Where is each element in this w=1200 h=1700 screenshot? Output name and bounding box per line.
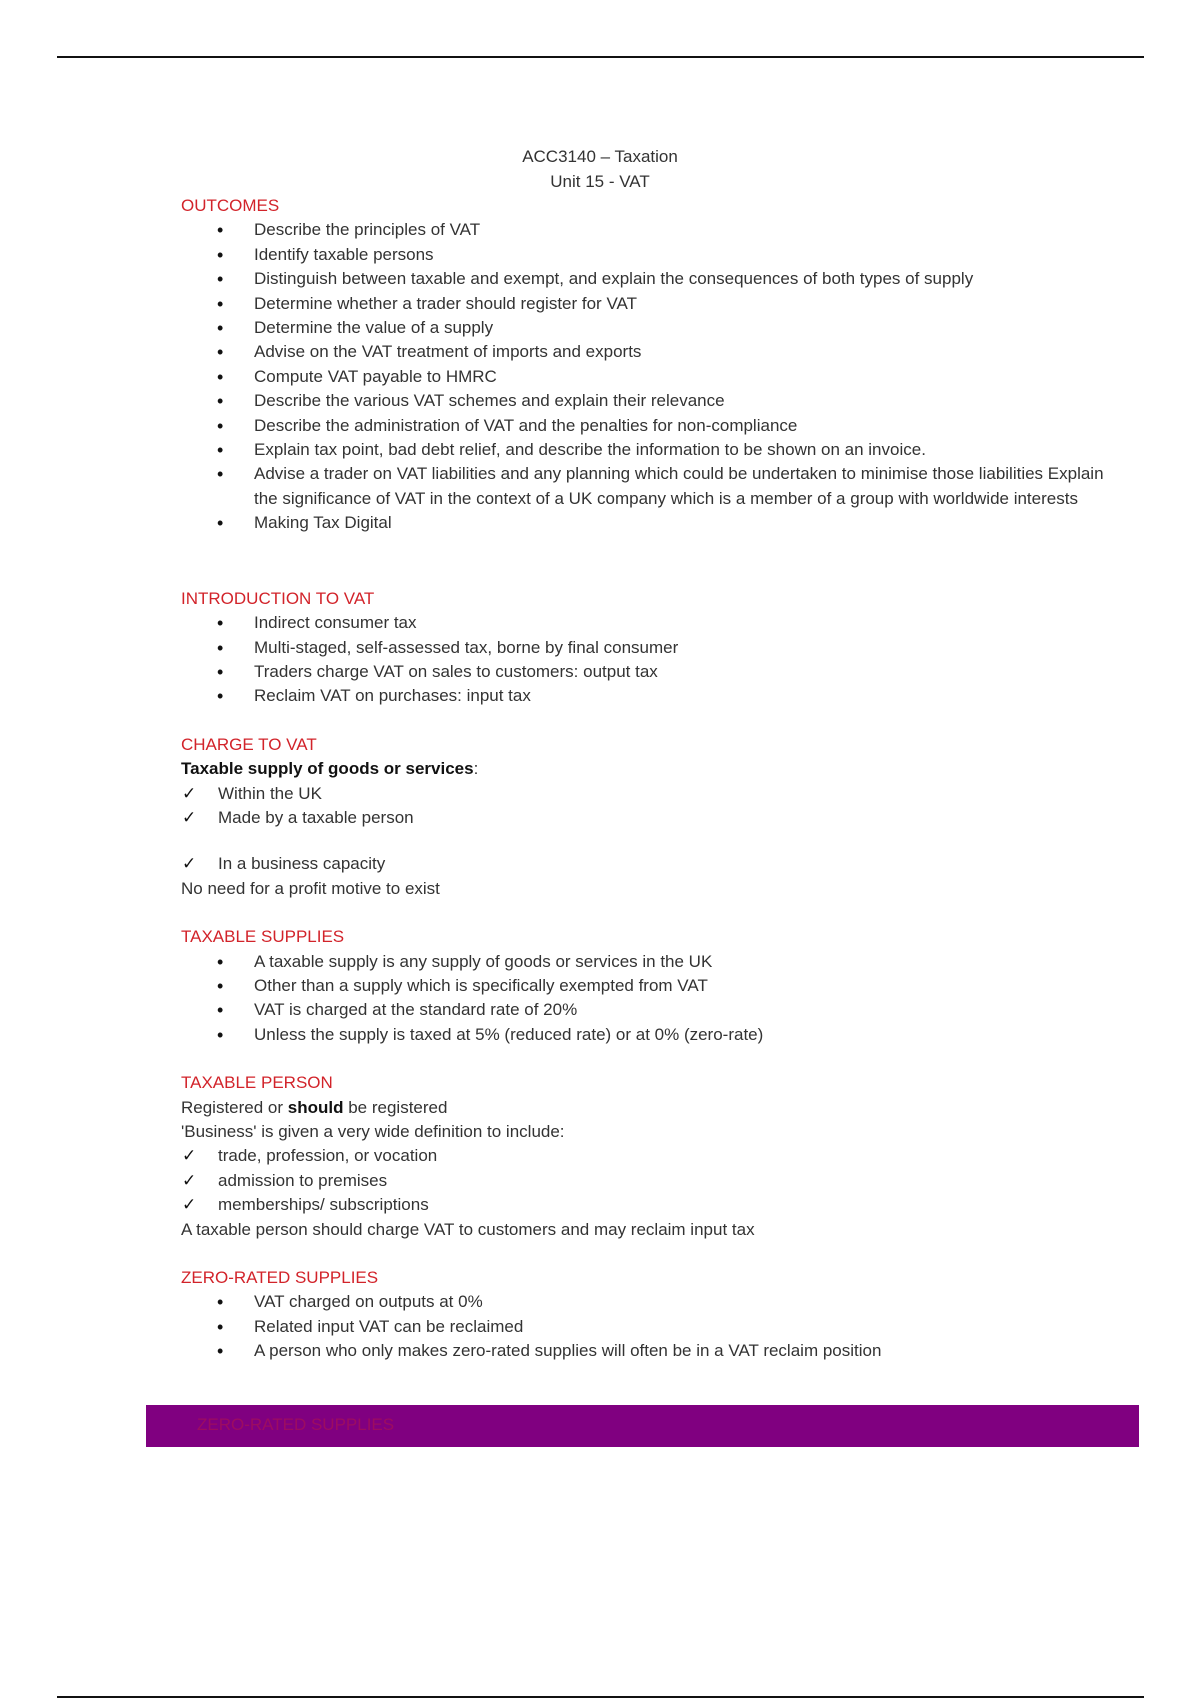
check-item xyxy=(181,782,1111,806)
person-line-1-bold: should xyxy=(287,1097,344,1117)
checkmark-icon: ✓ xyxy=(182,783,197,803)
charge-checklist-b xyxy=(181,852,1111,876)
check-item-label: Within the UK xyxy=(218,783,322,803)
list-item: • Describe the various VAT schemes and explain their relevance xyxy=(181,389,1111,413)
intro-heading: INTRODUCTION TO VAT xyxy=(181,588,375,608)
list-item: • Determine whether a trader should register for VAT xyxy=(181,292,1111,316)
person-line-3: A taxable person should charge VAT to customers and may reclaim input tax xyxy=(181,1219,755,1239)
person-line-1-b: be registered xyxy=(343,1097,448,1117)
list-item: • Other than a supply which is specifically exempted from VAT xyxy=(181,974,1111,998)
charge-lead-rest: : xyxy=(473,759,479,779)
charge-lead-bold: Taxable supply of goods or services xyxy=(181,759,474,779)
document-title xyxy=(0,144,1200,194)
unit-title: Unit 15 - VAT xyxy=(550,172,650,191)
zero-heading: ZERO-RATED SUPPLIES xyxy=(181,1268,379,1288)
check-item-label: trade, profession, or vocation xyxy=(218,1146,438,1166)
list-item: • VAT is charged at the standard rate of 20% xyxy=(181,998,1111,1022)
list-item: • Related input VAT can be reclaimed xyxy=(181,1315,1111,1339)
list-item: • Compute VAT payable to HMRC xyxy=(181,365,1111,389)
outcomes-heading: OUTCOMES xyxy=(181,196,280,215)
person-line-2: 'Business' is given a very wide definition to include: xyxy=(181,1122,565,1141)
list-item: • Identify taxable persons xyxy=(181,243,1111,267)
charge-heading: CHARGE TO VAT xyxy=(181,734,317,754)
outcomes-list xyxy=(181,218,1111,535)
intro-list xyxy=(181,611,1111,709)
checkmark-icon: ✓ xyxy=(182,1146,197,1166)
list-item: • Determine the value of a supply xyxy=(181,316,1111,340)
list-item: • Describe the principles of VAT xyxy=(181,218,1111,242)
checkmark-icon: ✓ xyxy=(182,854,197,874)
checkmark-icon: ✓ xyxy=(182,1195,197,1215)
list-item: • Unless the supply is taxed at 5% (reduced rate) or at 0% (zero-rate) xyxy=(181,1023,1111,1047)
check-item-label: Made by a taxable person xyxy=(218,807,414,827)
course-title: ACC3140 – Taxation xyxy=(522,147,678,166)
supplies-list xyxy=(181,950,1111,1048)
person-line-1-a: Registered or xyxy=(181,1097,288,1117)
check-item xyxy=(181,1193,1111,1217)
zero-list xyxy=(181,1290,1111,1363)
check-item xyxy=(181,1144,1111,1168)
person-heading: TAXABLE PERSON xyxy=(181,1073,333,1093)
check-item-label: In a business capacity xyxy=(218,854,386,874)
footer-rule xyxy=(57,1696,1144,1698)
checkmark-icon: ✓ xyxy=(182,807,197,827)
list-item: • Making Tax Digital xyxy=(181,511,1111,535)
preview-cutoff-banner xyxy=(146,1405,1139,1447)
check-item-label: memberships/ subscriptions xyxy=(218,1195,429,1215)
charge-lead xyxy=(181,757,1111,781)
list-item: • Explain tax point, bad debt relief, and describe the information to be shown on an invoice. xyxy=(181,438,1111,462)
list-item: • Reclaim VAT on purchases: input tax xyxy=(181,684,1111,708)
supplies-heading: TAXABLE SUPPLIES xyxy=(181,927,345,947)
check-item-label: admission to premises xyxy=(218,1170,388,1190)
list-item: • Multi-staged, self-assessed tax, borne by final consumer xyxy=(181,636,1111,660)
header-rule xyxy=(57,56,1144,58)
list-item: • Describe the administration of VAT and the penalties for non-compliance xyxy=(181,414,1111,438)
check-item xyxy=(181,806,1111,830)
charge-note: No need for a profit motive to exist xyxy=(181,878,440,898)
list-item: • VAT charged on outputs at 0% xyxy=(181,1290,1111,1314)
charge-checklist-a xyxy=(181,782,1111,831)
person-checklist xyxy=(181,1144,1111,1217)
list-item: • Advise on the VAT treatment of imports and exports xyxy=(181,340,1111,364)
banner-label: ZERO-RATED SUPPLIES xyxy=(197,1415,395,1434)
list-item: • A taxable supply is any supply of goods or services in the UK xyxy=(181,950,1111,974)
list-item: • Advise a trader on VAT liabilities and any planning which could be undertaken to minimise those liabilities Explain the significance of VAT in the context of a UK company which is a member of a group with worldwide interests xyxy=(181,462,1111,511)
check-item xyxy=(181,852,1111,876)
list-item: • A person who only makes zero-rated supplies will often be in a VAT reclaim position xyxy=(181,1339,1111,1363)
person-line-1 xyxy=(181,1096,1111,1120)
list-item: • Distinguish between taxable and exempt, and explain the consequences of both types of supply xyxy=(181,267,1111,291)
list-item: • Indirect consumer tax xyxy=(181,611,1111,635)
document-body xyxy=(181,144,1111,1364)
list-item: • Traders charge VAT on sales to customers: output tax xyxy=(181,660,1111,684)
check-item xyxy=(181,1169,1111,1193)
checkmark-icon: ✓ xyxy=(182,1170,197,1190)
